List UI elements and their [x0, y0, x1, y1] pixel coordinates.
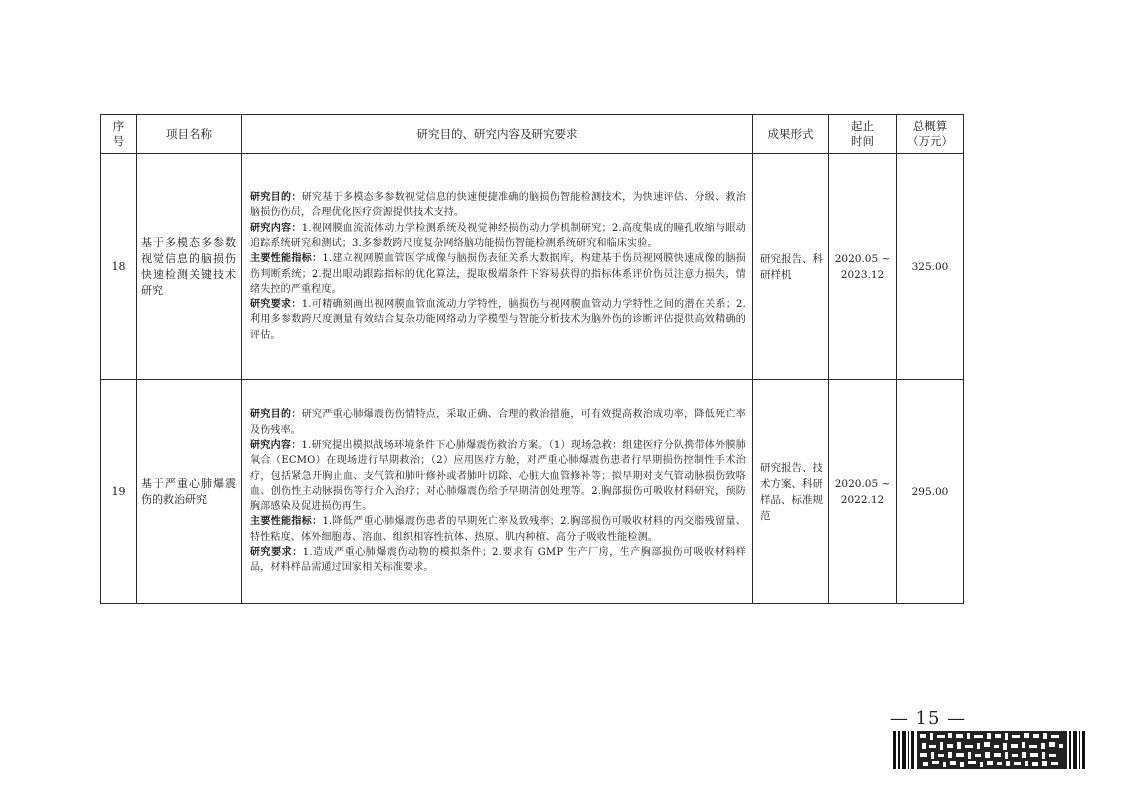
row-result: 研究报告、技术方案、科研样品、标准规范 [753, 380, 829, 604]
header-seq: 序 号 [101, 115, 137, 154]
header-result: 成果形式 [753, 115, 829, 154]
requirement-label: 研究要求： [250, 299, 302, 311]
row-budget: 295.00 [897, 380, 964, 604]
table-row [101, 154, 964, 380]
row-content [242, 154, 753, 380]
content-label: 研究内容： [250, 222, 302, 234]
indicator-label: 主要性能指标： [250, 516, 323, 528]
indicator-text: 1.降低严重心肺爆震伤患者的早期死亡率及致残率；2.胸部损伤可吸收材料的丙交脂残留量、特性粘度、体外细胞毒、溶血、组织相容性抗体、热原、肌内种植、高分子吸收性能检测。 [250, 516, 746, 543]
purpose-label: 研究目的： [250, 409, 302, 421]
indicator-label: 主要性能指标： [250, 253, 323, 265]
row-budget: 325.00 [897, 154, 964, 380]
table-row [101, 380, 964, 604]
content-text: 1.视网膜血流流体动力学检测系统及视觉神经损伤动力学机制研究；2.高度集成的瞳孔收缩与眼动追踪系统研究和测试；3.多参数跨尺度复杂网络脑功能损伤智能检测系统研究和临床实验。 [250, 222, 747, 249]
content-text: 1.研究提出模拟战场环境条件下心肺爆震伤救治方案。（1）现场急救：组建医疗分队携带体外膜肺氧合（ECMO）在现场进行早期救治；（2）应用医疗方舱，对严重心肺爆震伤患者行早期损伤控制性手术治疗，包括紧急开胸止血、支气管和肺叶修补或者肺叶切除、心脏大血管修补等；拟早期对支气管动脉损伤致咯血、创伤性主动脉损伤等行介入治疗；对心肺爆震伤给予早期清创处理等。2.胸部损伤可吸收材料研究，预防胸部感染及促进损伤再生。 [250, 439, 746, 513]
header-budget: 总概算 （万元） [897, 115, 964, 154]
purpose-text: 研究严重心肺爆震伤伤情特点，采取正确、合理的救治措施，可有效提高救治成功率，降低死亡率及伤残率。 [250, 409, 746, 436]
indicator-text: 1.建立视网膜血管医学成像与脑损伤表征关系大数据库，构建基于伤员视网膜快速成像的脑损伤判断系统；2.提出眼动跟踪指标的优化算法，提取极端条件下容易获得的指标体系评价伤员注意力损失，情绪失控的严重程度。 [250, 253, 746, 295]
row-result: 研究报告、科研样机 [753, 154, 829, 380]
purpose-text: 研究基于多模态多参数视觉信息的快速便捷准确的脑损伤智能检测技术，为快速评估、分级、救治脑损伤伤员，合理优化医疗资源提供技术支持。 [250, 192, 746, 219]
row-seq: 18 [101, 154, 137, 380]
header-period: 起止 时间 [829, 115, 897, 154]
content-label: 研究内容： [250, 439, 302, 451]
page-number: — 15 — [889, 708, 967, 729]
barcode-icon [893, 731, 1085, 769]
row-period: 2020.05 ~ 2023.12 [829, 154, 897, 380]
row-seq: 19 [101, 380, 137, 604]
row-project-name: 基于多模态多参数视觉信息的脑损伤快速检测关键技术研究 [137, 154, 242, 380]
row-project-name: 基于严重心肺爆震伤的救治研究 [137, 380, 242, 604]
table-header-row [101, 115, 964, 154]
purpose-label: 研究目的： [250, 192, 302, 204]
row-content [242, 380, 753, 604]
requirement-text: 1.可精确刻画出视网膜血管血流动力学特性，脑损伤与视网膜血管动力学特性之间的潜在关系；2.利用多参数跨尺度测量有效结合复杂功能网络动力学模型与智能分析技术为脑外伤的诊断评估提供高效精确的评估。 [250, 299, 747, 341]
requirement-text: 1.造成严重心肺爆震伤动物的模拟条件；2.要求有 GMP 生产厂房，生产胸部损伤可吸收材料样品，材料样品需通过国家相关标准要求。 [250, 547, 746, 574]
row-period: 2020.05 ~ 2022.12 [829, 380, 897, 604]
project-table [100, 114, 964, 604]
header-name: 项目名称 [137, 115, 242, 154]
requirement-label: 研究要求： [250, 547, 303, 559]
header-content: 研究目的、研究内容及研究要求 [242, 115, 753, 154]
